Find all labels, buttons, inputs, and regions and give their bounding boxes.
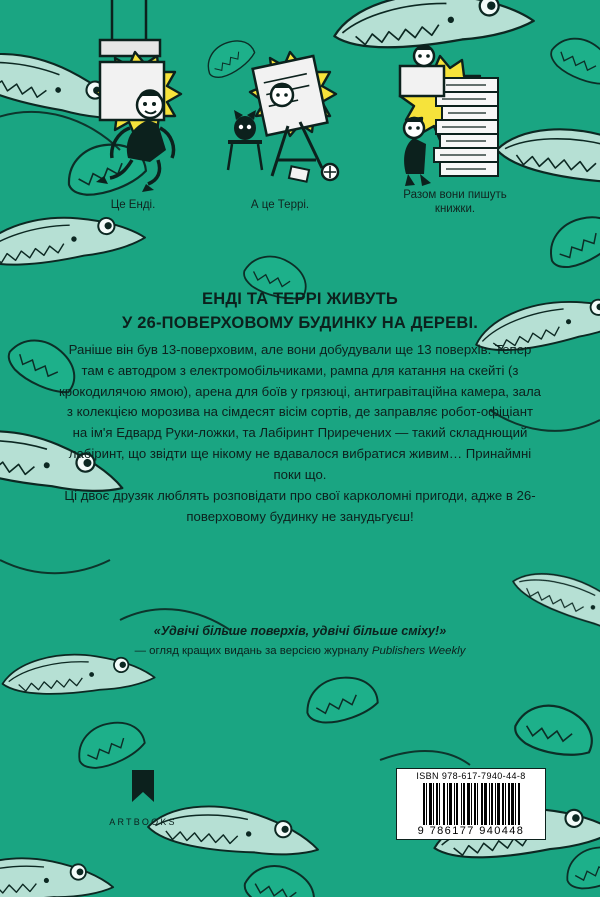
isbn-label: ISBN 978-617-7940-44-8 bbox=[416, 771, 526, 781]
caption-together: Разом вони пишуть книжки. bbox=[403, 189, 507, 216]
cat-figure bbox=[234, 110, 256, 140]
review-quote bbox=[0, 622, 600, 660]
caption-andy: Це Енді. bbox=[110, 199, 156, 211]
terry-illustration bbox=[228, 52, 338, 182]
blurb-body bbox=[58, 340, 542, 528]
blurb-heading bbox=[60, 288, 540, 336]
barcode-block bbox=[396, 768, 546, 840]
blurb-heading-line2: У 26-ПОВЕРХОВОМУ БУДИНКУ НА ДЕРЕВІ. bbox=[121, 313, 479, 332]
andy-illustration bbox=[95, 0, 181, 192]
quote-source-prefix: — огляд кращих видань за версією журналу bbox=[134, 644, 372, 657]
quote-source-publication: Publishers Weekly bbox=[371, 644, 466, 657]
quote-source bbox=[0, 643, 600, 660]
caption-terry: А це Террі. bbox=[250, 199, 310, 211]
blurb-heading-line1: ЕНДІ ТА ТЕРРІ ЖИВУТЬ bbox=[202, 290, 398, 308]
blurb-paragraph-1: Раніше він був 13-поверховим, але вони добудували ще 13 поверхів. Тепер там є автодром з електромобільчиками, рампа для катання на скейті (з крокодилячою ямою), арена для боїв у грязюці, антигравітаційна камера, зала з колекцією морозива на сімдесят вісім сортів, де заправляє робот-офіціант на ім'я Едвард Руки-ложки, та Лабіринт Приречених — такий складнющий лабіринт, що звідти ще нікому не вдавалося вибратися живим… Принаймні поки що. bbox=[58, 341, 542, 482]
barcode-bars bbox=[397, 783, 545, 825]
bookmark-icon bbox=[130, 768, 156, 804]
quote-text: «Удвічі більше поверхів, удвічі більше сміху!» bbox=[153, 624, 447, 638]
together-illustration bbox=[400, 45, 498, 186]
publisher-name: ARTBOOKS bbox=[109, 817, 177, 827]
blurb-section bbox=[0, 288, 600, 528]
publisher-logo-block bbox=[108, 768, 178, 827]
top-illustrations bbox=[0, 0, 600, 230]
barcode-digits: 9 786177 940448 bbox=[417, 825, 525, 837]
blurb-paragraph-2: Ці двоє друзяк люблять розповідати про свої карколомні пригоди, адже в 26-поверховому будинку не занудьгуєш! bbox=[64, 487, 536, 524]
